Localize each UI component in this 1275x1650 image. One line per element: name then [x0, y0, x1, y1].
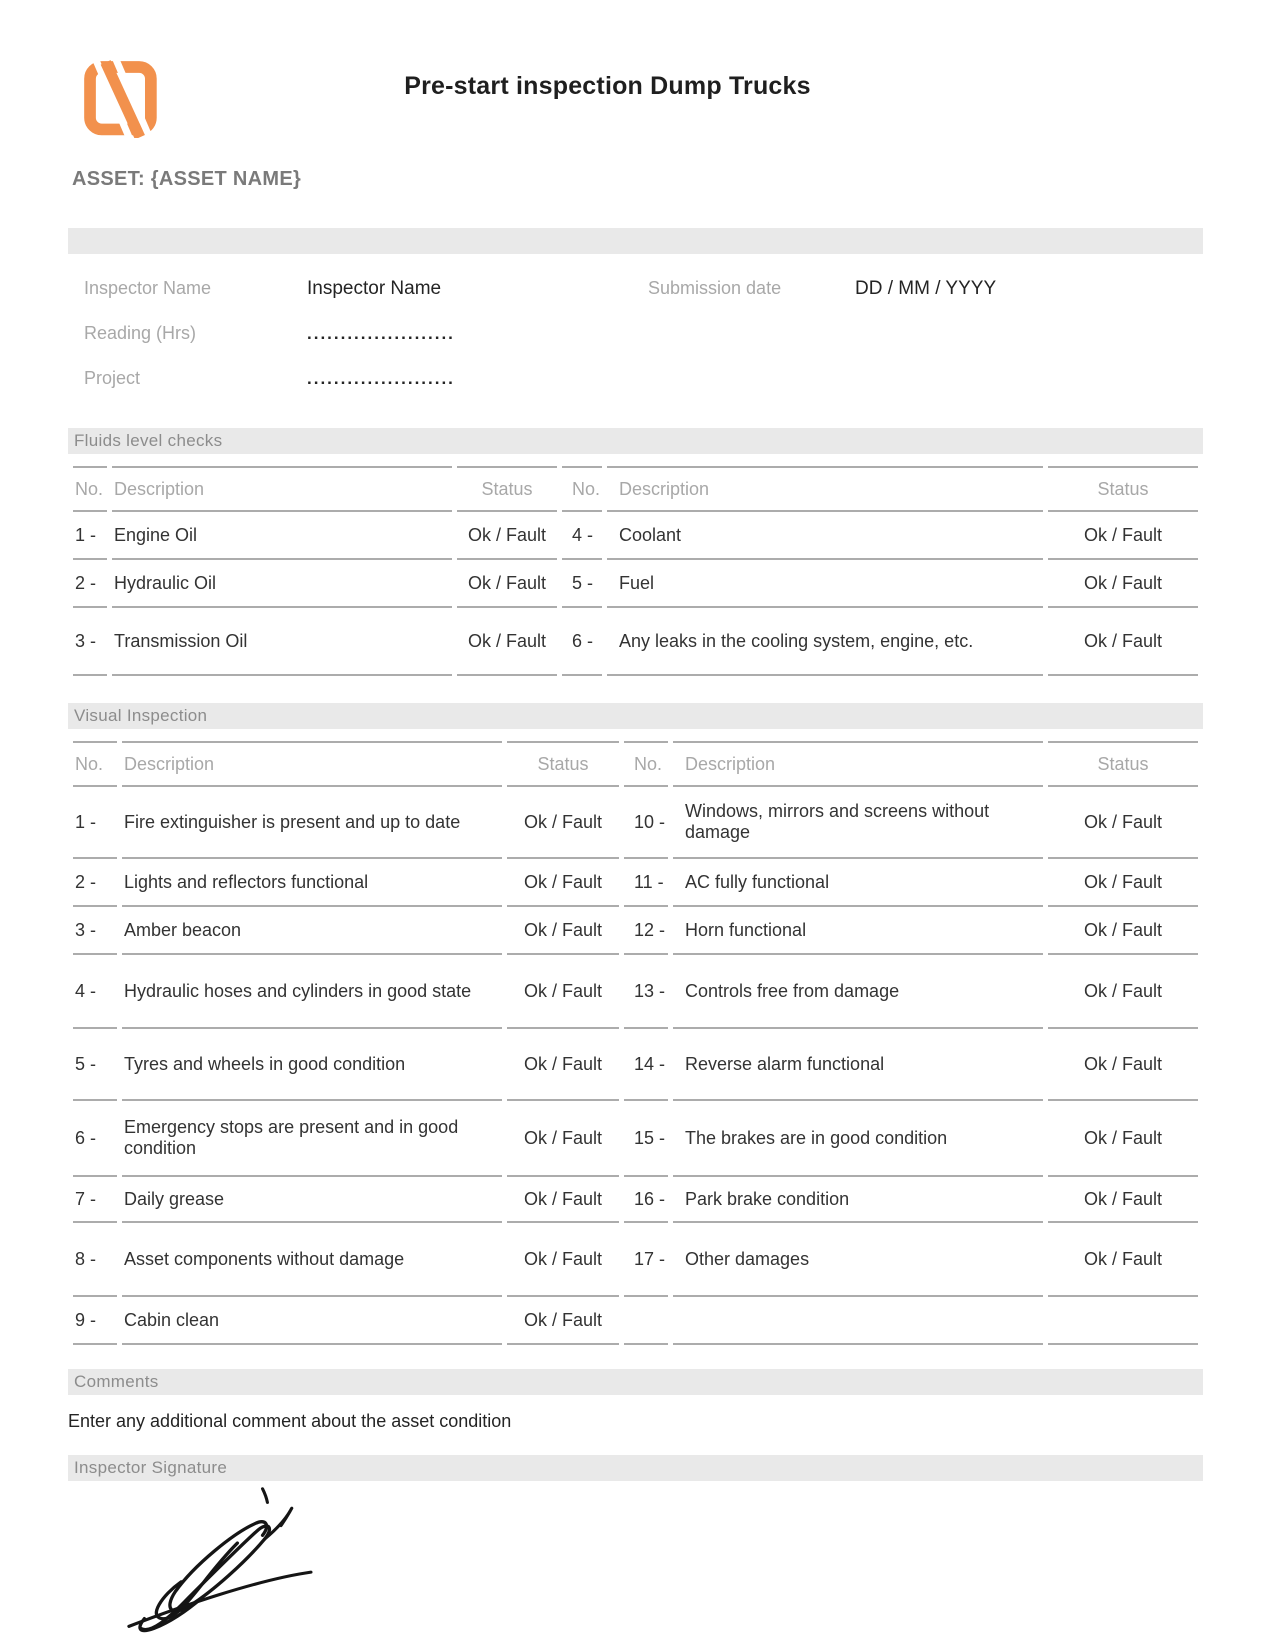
desc-cell: Cabin clean: [122, 1297, 502, 1345]
no-cell: 10 -: [624, 787, 668, 859]
no-cell: 1 -: [73, 787, 117, 859]
status-cell: Ok / Fault: [1048, 859, 1198, 907]
section-header-visual: Visual Inspection: [68, 703, 1203, 729]
section-header-fluids: Fluids level checks: [68, 428, 1203, 454]
status-cell: Ok / Fault: [457, 608, 557, 676]
status-cell: Ok / Fault: [1048, 1029, 1198, 1101]
column-header-status: Status: [1048, 741, 1198, 787]
no-cell: 4 -: [73, 955, 117, 1029]
status-cell: Ok / Fault: [507, 955, 619, 1029]
desc-cell: Fire extinguisher is present and up to date: [122, 787, 502, 859]
desc-cell: Transmission Oil: [112, 608, 452, 676]
desc-cell: Asset components without damage: [122, 1223, 502, 1297]
desc-cell: Hydraulic hoses and cylinders in good state: [122, 955, 502, 1029]
desc-cell: [673, 1297, 1043, 1345]
page-title: Pre-start inspection Dump Trucks: [404, 72, 811, 100]
no-cell: 4 -: [562, 512, 602, 560]
status-cell: Ok / Fault: [507, 787, 619, 859]
inspector-name-label: Inspector Name: [84, 278, 212, 298]
visual-table-header: [73, 741, 1198, 787]
no-cell: 7 -: [73, 1177, 117, 1223]
status-cell: Ok / Fault: [1048, 1223, 1198, 1297]
fluids-table: [68, 466, 1203, 676]
status-cell: Ok / Fault: [1048, 787, 1198, 859]
desc-cell: Fuel: [607, 560, 1043, 608]
table-row: [73, 859, 1198, 907]
column-header-no: No.: [562, 466, 602, 512]
status-cell: Ok / Fault: [1048, 1101, 1198, 1177]
no-cell: 12 -: [624, 907, 668, 955]
no-cell: 6 -: [73, 1101, 117, 1177]
status-cell: Ok / Fault: [1048, 907, 1198, 955]
column-header-desc: Description: [122, 741, 502, 787]
column-header-desc: Description: [607, 466, 1043, 512]
status-cell: Ok / Fault: [1048, 955, 1198, 1029]
column-header-no: No.: [73, 466, 107, 512]
status-cell: Ok / Fault: [1048, 608, 1198, 676]
table-row: [73, 1297, 1198, 1345]
desc-cell: Other damages: [673, 1223, 1043, 1297]
asset-heading: ASSET: {ASSET NAME}: [72, 168, 302, 190]
signature-scribble-icon: [113, 1483, 323, 1638]
status-cell: Ok / Fault: [507, 907, 619, 955]
header-divider-bar: [68, 228, 1203, 254]
desc-cell: Daily grease: [122, 1177, 502, 1223]
desc-cell: Coolant: [607, 512, 1043, 560]
spacer: [648, 311, 855, 356]
column-header-no: No.: [624, 741, 668, 787]
no-cell: 8 -: [73, 1223, 117, 1297]
section-header-comments: Comments: [68, 1369, 1203, 1395]
table-row: [73, 560, 1198, 608]
table-row: [73, 1223, 1198, 1297]
spacer: [855, 356, 1203, 401]
no-cell: 5 -: [562, 560, 602, 608]
desc-cell: The brakes are in good condition: [673, 1101, 1043, 1177]
column-header-no: No.: [73, 741, 117, 787]
fluids-table-header: [73, 466, 1198, 512]
desc-cell: Emergency stops are present and in good condition: [122, 1101, 502, 1177]
desc-cell: Controls free from damage: [673, 955, 1043, 1029]
no-cell: 2 -: [73, 859, 117, 907]
table-row: [73, 1177, 1198, 1223]
submission-date-value[interactable]: DD / MM / YYYY: [855, 277, 997, 299]
desc-cell: Tyres and wheels in good condition: [122, 1029, 502, 1101]
reading-hrs-label: Reading (Hrs): [84, 323, 197, 343]
status-cell: Ok / Fault: [507, 1297, 619, 1345]
column-header-status: Status: [1048, 466, 1198, 512]
status-cell: Ok / Fault: [1048, 1177, 1198, 1223]
desc-cell: Horn functional: [673, 907, 1043, 955]
table-row: [73, 787, 1198, 859]
no-cell: 6 -: [562, 608, 602, 676]
reading-hrs-field[interactable]: ......................: [307, 323, 455, 343]
no-cell: 13 -: [624, 955, 668, 1029]
desc-cell: Park brake condition: [673, 1177, 1043, 1223]
table-row: [73, 907, 1198, 955]
section-header-signature: Inspector Signature: [68, 1455, 1203, 1481]
no-cell: 9 -: [73, 1297, 117, 1345]
desc-cell: AC fully functional: [673, 859, 1043, 907]
no-cell: 5 -: [73, 1029, 117, 1101]
no-cell: [624, 1297, 668, 1345]
desc-cell: Lights and reflectors functional: [122, 859, 502, 907]
info-fields: [68, 266, 1203, 401]
comments-placeholder[interactable]: Enter any additional comment about the asset condition: [68, 1411, 512, 1431]
no-cell: 16 -: [624, 1177, 668, 1223]
status-cell: Ok / Fault: [1048, 512, 1198, 560]
project-field[interactable]: ......................: [307, 368, 455, 388]
table-row: [73, 955, 1198, 1029]
page-header: [68, 0, 1203, 228]
status-cell: Ok / Fault: [1048, 560, 1198, 608]
desc-cell: Any leaks in the cooling system, engine, etc.: [607, 608, 1043, 676]
table-row: [73, 608, 1198, 676]
status-cell: Ok / Fault: [507, 1177, 619, 1223]
desc-cell: Reverse alarm functional: [673, 1029, 1043, 1101]
column-header-desc: Description: [673, 741, 1043, 787]
no-cell: 15 -: [624, 1101, 668, 1177]
no-cell: 17 -: [624, 1223, 668, 1297]
visual-inspection-table: [68, 741, 1203, 1345]
table-row: [73, 1101, 1198, 1177]
no-cell: 3 -: [73, 608, 107, 676]
desc-cell: Amber beacon: [122, 907, 502, 955]
status-cell: [1048, 1297, 1198, 1345]
project-label: Project: [84, 368, 141, 388]
status-cell: Ok / Fault: [457, 512, 557, 560]
status-cell: Ok / Fault: [507, 859, 619, 907]
column-header-status: Status: [507, 741, 619, 787]
desc-cell: Hydraulic Oil: [112, 560, 452, 608]
status-cell: Ok / Fault: [507, 1029, 619, 1101]
table-row: [73, 512, 1198, 560]
column-header-desc: Description: [112, 466, 452, 512]
status-cell: Ok / Fault: [457, 560, 557, 608]
table-row: [73, 1029, 1198, 1101]
inspector-name-value[interactable]: Inspector Name: [307, 277, 442, 299]
no-cell: 3 -: [73, 907, 117, 955]
signature-field[interactable]: [113, 1483, 323, 1638]
no-cell: 2 -: [73, 560, 107, 608]
no-cell: 1 -: [73, 512, 107, 560]
submission-date-label: Submission date: [648, 278, 782, 298]
desc-cell: Windows, mirrors and screens without damage: [673, 787, 1043, 859]
status-cell: Ok / Fault: [507, 1101, 619, 1177]
desc-cell: Engine Oil: [112, 512, 452, 560]
status-cell: Ok / Fault: [507, 1223, 619, 1297]
no-cell: 14 -: [624, 1029, 668, 1101]
no-cell: 11 -: [624, 859, 668, 907]
column-header-status: Status: [457, 466, 557, 512]
spacer: [855, 311, 1203, 356]
spacer: [648, 356, 855, 401]
